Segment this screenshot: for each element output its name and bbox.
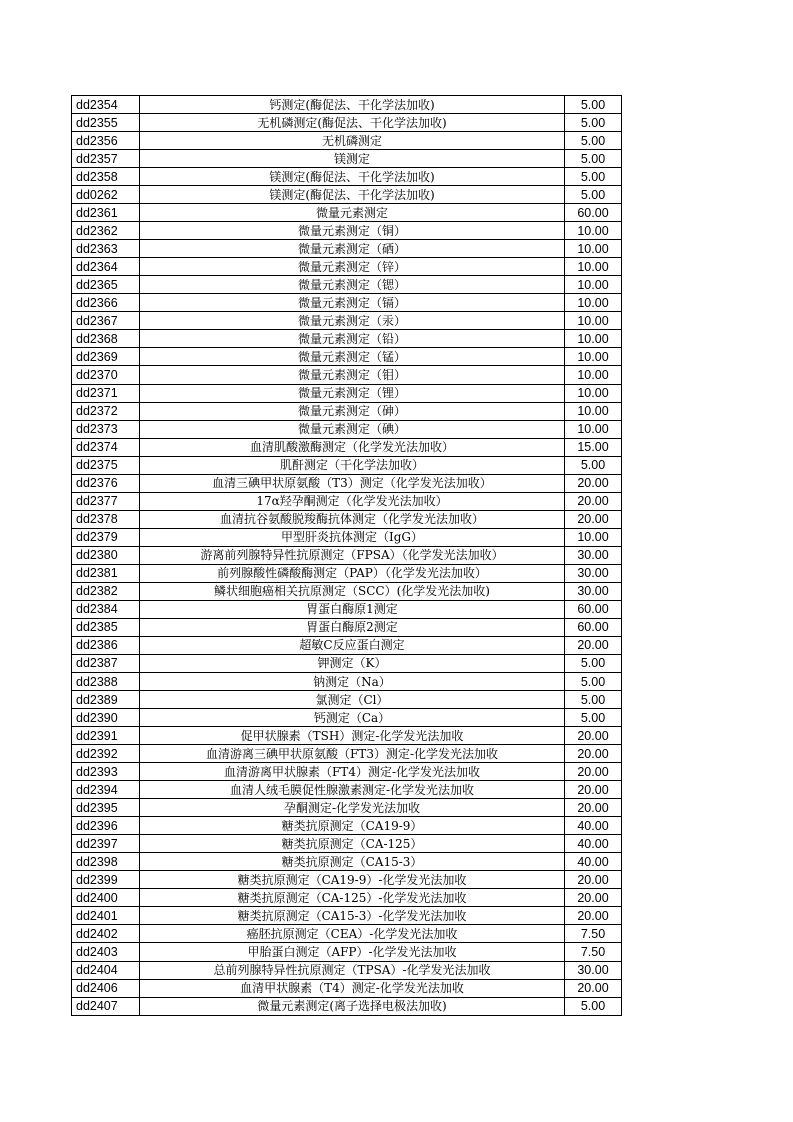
item-code-cell: dd0262 bbox=[72, 186, 140, 204]
item-code-cell: dd2372 bbox=[72, 402, 140, 420]
table-row bbox=[72, 384, 622, 402]
item-name-cell: 甲胎蛋白测定（AFP）-化学发光法加收 bbox=[140, 943, 565, 961]
item-name-cell: 血清人绒毛膜促性腺激素测定-化学发光法加收 bbox=[140, 781, 565, 799]
item-code-cell: dd2388 bbox=[72, 673, 140, 691]
table-row bbox=[72, 582, 622, 600]
item-price-cell: 10.00 bbox=[565, 330, 622, 348]
item-name-cell: 无机磷测定(酶促法、干化学法加收) bbox=[140, 114, 565, 132]
table-row bbox=[72, 456, 622, 474]
item-code-cell: dd2369 bbox=[72, 348, 140, 366]
item-price-cell: 20.00 bbox=[565, 636, 622, 654]
table-row bbox=[72, 979, 622, 997]
item-name-cell: 微量元素测定（钼） bbox=[140, 366, 565, 384]
table-row bbox=[72, 564, 622, 582]
item-name-cell: 糖类抗原测定（CA-125）-化学发光法加收 bbox=[140, 889, 565, 907]
table-row bbox=[72, 474, 622, 492]
item-price-cell: 10.00 bbox=[565, 258, 622, 276]
table-row bbox=[72, 168, 622, 186]
item-price-cell: 5.00 bbox=[565, 654, 622, 672]
item-code-cell: dd2392 bbox=[72, 745, 140, 763]
item-name-cell: 钠测定（Na） bbox=[140, 673, 565, 691]
table-row bbox=[72, 961, 622, 979]
item-name-cell: 糖类抗原测定（CA-125） bbox=[140, 835, 565, 853]
item-name-cell: 氯测定（Cl） bbox=[140, 691, 565, 709]
table-row bbox=[72, 997, 622, 1015]
item-code-cell: dd2394 bbox=[72, 781, 140, 799]
item-name-cell: 微量元素测定（锶） bbox=[140, 276, 565, 294]
item-price-cell: 30.00 bbox=[565, 961, 622, 979]
item-price-cell: 40.00 bbox=[565, 853, 622, 871]
item-price-cell: 20.00 bbox=[565, 727, 622, 745]
item-code-cell: dd2356 bbox=[72, 132, 140, 150]
item-name-cell: 微量元素测定 bbox=[140, 204, 565, 222]
table-row bbox=[72, 150, 622, 168]
item-price-cell: 5.00 bbox=[565, 150, 622, 168]
item-name-cell: 血清游离甲状腺素（FT4）测定-化学发光法加收 bbox=[140, 763, 565, 781]
item-price-cell: 5.00 bbox=[565, 96, 622, 114]
table-row bbox=[72, 312, 622, 330]
item-code-cell: dd2375 bbox=[72, 456, 140, 474]
table-row bbox=[72, 871, 622, 889]
item-name-cell: 促甲状腺素（TSH）测定-化学发光法加收 bbox=[140, 727, 565, 745]
item-code-cell: dd2374 bbox=[72, 438, 140, 456]
item-code-cell: dd2386 bbox=[72, 636, 140, 654]
item-price-cell: 10.00 bbox=[565, 312, 622, 330]
item-price-cell: 10.00 bbox=[565, 276, 622, 294]
table-row bbox=[72, 799, 622, 817]
table-row bbox=[72, 528, 622, 546]
item-name-cell: 血清甲状腺素（T4）测定-化学发光法加收 bbox=[140, 979, 565, 997]
item-price-cell: 20.00 bbox=[565, 492, 622, 510]
item-code-cell: dd2378 bbox=[72, 510, 140, 528]
item-code-cell: dd2366 bbox=[72, 294, 140, 312]
item-code-cell: dd2398 bbox=[72, 853, 140, 871]
table-row bbox=[72, 96, 622, 114]
table-row bbox=[72, 366, 622, 384]
item-code-cell: dd2399 bbox=[72, 871, 140, 889]
item-code-cell: dd2358 bbox=[72, 168, 140, 186]
table-row bbox=[72, 907, 622, 925]
table-row bbox=[72, 618, 622, 636]
table-row bbox=[72, 330, 622, 348]
item-name-cell: 鳞状细胞癌相关抗原测定（SCC）(化学发光法加收) bbox=[140, 582, 565, 600]
table-row bbox=[72, 294, 622, 312]
item-code-cell: dd2379 bbox=[72, 528, 140, 546]
item-name-cell: 微量元素测定（锌） bbox=[140, 258, 565, 276]
table-row bbox=[72, 258, 622, 276]
item-code-cell: dd2354 bbox=[72, 96, 140, 114]
item-code-cell: dd2397 bbox=[72, 835, 140, 853]
item-name-cell: 微量元素测定（铅） bbox=[140, 330, 565, 348]
item-code-cell: dd2380 bbox=[72, 546, 140, 564]
item-name-cell: 微量元素测定（镉） bbox=[140, 294, 565, 312]
table-row bbox=[72, 276, 622, 294]
table-row bbox=[72, 654, 622, 672]
item-code-cell: dd2363 bbox=[72, 240, 140, 258]
table-row bbox=[72, 636, 622, 654]
item-price-cell: 40.00 bbox=[565, 835, 622, 853]
item-code-cell: dd2371 bbox=[72, 384, 140, 402]
item-code-cell: dd2385 bbox=[72, 618, 140, 636]
item-name-cell: 甲型肝炎抗体测定（IgG） bbox=[140, 528, 565, 546]
item-name-cell: 镁测定 bbox=[140, 150, 565, 168]
item-code-cell: dd2395 bbox=[72, 799, 140, 817]
item-code-cell: dd2382 bbox=[72, 582, 140, 600]
item-code-cell: dd2404 bbox=[72, 961, 140, 979]
item-price-cell: 5.00 bbox=[565, 456, 622, 474]
item-name-cell: 镁测定(酶促法、干化学法加收) bbox=[140, 168, 565, 186]
table-row bbox=[72, 853, 622, 871]
item-price-cell: 5.00 bbox=[565, 691, 622, 709]
item-price-cell: 30.00 bbox=[565, 546, 622, 564]
item-code-cell: dd2377 bbox=[72, 492, 140, 510]
item-name-cell: 血清肌酸激酶测定（化学发光法加收） bbox=[140, 438, 565, 456]
item-price-cell: 20.00 bbox=[565, 799, 622, 817]
item-name-cell: 钙测定(酶促法、干化学法加收) bbox=[140, 96, 565, 114]
table-row bbox=[72, 402, 622, 420]
table-row bbox=[72, 492, 622, 510]
item-code-cell: dd2384 bbox=[72, 600, 140, 618]
item-name-cell: 游离前列腺特异性抗原测定（FPSA）（化学发光法加收） bbox=[140, 546, 565, 564]
item-price-cell: 10.00 bbox=[565, 384, 622, 402]
table-row bbox=[72, 763, 622, 781]
item-code-cell: dd2357 bbox=[72, 150, 140, 168]
item-name-cell: 肌酐测定（干化学法加收） bbox=[140, 456, 565, 474]
item-name-cell: 超敏C反应蛋白测定 bbox=[140, 636, 565, 654]
price-table bbox=[71, 95, 622, 1016]
item-code-cell: dd2391 bbox=[72, 727, 140, 745]
item-price-cell: 5.00 bbox=[565, 709, 622, 727]
table-row bbox=[72, 727, 622, 745]
item-name-cell: 胃蛋白酶原1测定 bbox=[140, 600, 565, 618]
item-code-cell: dd2367 bbox=[72, 312, 140, 330]
table-row bbox=[72, 781, 622, 799]
item-price-cell: 5.00 bbox=[565, 168, 622, 186]
item-price-cell: 40.00 bbox=[565, 817, 622, 835]
item-name-cell: 微量元素测定（锰） bbox=[140, 348, 565, 366]
item-name-cell: 微量元素测定（汞） bbox=[140, 312, 565, 330]
item-code-cell: dd2387 bbox=[72, 654, 140, 672]
item-code-cell: dd2376 bbox=[72, 474, 140, 492]
item-price-cell: 60.00 bbox=[565, 204, 622, 222]
item-price-cell: 10.00 bbox=[565, 222, 622, 240]
item-name-cell: 糖类抗原测定（CA19-9）-化学发光法加收 bbox=[140, 871, 565, 889]
item-code-cell: dd2355 bbox=[72, 114, 140, 132]
item-name-cell: 微量元素测定（铜） bbox=[140, 222, 565, 240]
item-name-cell: 微量元素测定（碘） bbox=[140, 420, 565, 438]
item-price-cell: 10.00 bbox=[565, 240, 622, 258]
table-row bbox=[72, 925, 622, 943]
item-code-cell: dd2401 bbox=[72, 907, 140, 925]
item-code-cell: dd2364 bbox=[72, 258, 140, 276]
item-code-cell: dd2389 bbox=[72, 691, 140, 709]
item-code-cell: dd2402 bbox=[72, 925, 140, 943]
item-name-cell: 前列腺酸性磷酸酶测定（PAP）（化学发光法加收） bbox=[140, 564, 565, 582]
item-price-cell: 30.00 bbox=[565, 564, 622, 582]
item-price-cell: 10.00 bbox=[565, 294, 622, 312]
table-row bbox=[72, 673, 622, 691]
table-row bbox=[72, 186, 622, 204]
item-price-cell: 5.00 bbox=[565, 997, 622, 1015]
item-name-cell: 糖类抗原测定（CA19-9） bbox=[140, 817, 565, 835]
item-name-cell: 17α羟孕酮测定（化学发光法加收） bbox=[140, 492, 565, 510]
table-row bbox=[72, 889, 622, 907]
item-name-cell: 血清游离三碘甲状原氨酸（FT3）测定-化学发光法加收 bbox=[140, 745, 565, 763]
item-code-cell: dd2361 bbox=[72, 204, 140, 222]
item-price-cell: 10.00 bbox=[565, 402, 622, 420]
item-price-cell: 5.00 bbox=[565, 114, 622, 132]
item-code-cell: dd2362 bbox=[72, 222, 140, 240]
item-name-cell: 血清抗谷氨酸脱羧酶抗体测定（化学发光法加收） bbox=[140, 510, 565, 528]
item-price-cell: 7.50 bbox=[565, 943, 622, 961]
table-row bbox=[72, 438, 622, 456]
item-price-cell: 5.00 bbox=[565, 186, 622, 204]
item-price-cell: 20.00 bbox=[565, 889, 622, 907]
item-code-cell: dd2400 bbox=[72, 889, 140, 907]
item-price-cell: 5.00 bbox=[565, 673, 622, 691]
table-row bbox=[72, 546, 622, 564]
item-name-cell: 无机磷测定 bbox=[140, 132, 565, 150]
item-price-cell: 20.00 bbox=[565, 474, 622, 492]
table-row bbox=[72, 348, 622, 366]
item-name-cell: 微量元素测定（砷） bbox=[140, 402, 565, 420]
table-row bbox=[72, 835, 622, 853]
item-name-cell: 糖类抗原测定（CA15-3） bbox=[140, 853, 565, 871]
item-code-cell: dd2393 bbox=[72, 763, 140, 781]
item-name-cell: 钙测定（Ca） bbox=[140, 709, 565, 727]
item-price-cell: 20.00 bbox=[565, 979, 622, 997]
table-row bbox=[72, 745, 622, 763]
item-name-cell: 糖类抗原测定（CA15-3）-化学发光法加收 bbox=[140, 907, 565, 925]
item-code-cell: dd2390 bbox=[72, 709, 140, 727]
item-price-cell: 20.00 bbox=[565, 871, 622, 889]
item-name-cell: 钾测定（K） bbox=[140, 654, 565, 672]
item-price-cell: 30.00 bbox=[565, 582, 622, 600]
table-row bbox=[72, 114, 622, 132]
table-row bbox=[72, 240, 622, 258]
table-row bbox=[72, 709, 622, 727]
item-price-cell: 7.50 bbox=[565, 925, 622, 943]
table-row bbox=[72, 204, 622, 222]
item-name-cell: 癌胚抗原测定（CEA）-化学发光法加收 bbox=[140, 925, 565, 943]
item-code-cell: dd2406 bbox=[72, 979, 140, 997]
table-row bbox=[72, 222, 622, 240]
item-code-cell: dd2368 bbox=[72, 330, 140, 348]
item-name-cell: 微量元素测定（硒） bbox=[140, 240, 565, 258]
item-name-cell: 孕酮测定-化学发光法加收 bbox=[140, 799, 565, 817]
table-row bbox=[72, 510, 622, 528]
item-code-cell: dd2407 bbox=[72, 997, 140, 1015]
item-name-cell: 镁测定(酶促法、干化学法加收) bbox=[140, 186, 565, 204]
item-code-cell: dd2396 bbox=[72, 817, 140, 835]
item-price-cell: 10.00 bbox=[565, 366, 622, 384]
item-code-cell: dd2381 bbox=[72, 564, 140, 582]
item-price-cell: 60.00 bbox=[565, 600, 622, 618]
item-name-cell: 血清三碘甲状原氨酸（T3）测定（化学发光法加收） bbox=[140, 474, 565, 492]
table-row bbox=[72, 600, 622, 618]
item-name-cell: 微量元素测定（锂） bbox=[140, 384, 565, 402]
item-price-cell: 20.00 bbox=[565, 763, 622, 781]
item-price-cell: 15.00 bbox=[565, 438, 622, 456]
item-price-cell: 10.00 bbox=[565, 420, 622, 438]
item-code-cell: dd2365 bbox=[72, 276, 140, 294]
item-code-cell: dd2370 bbox=[72, 366, 140, 384]
price-table-body bbox=[72, 96, 622, 1016]
item-price-cell: 20.00 bbox=[565, 781, 622, 799]
item-price-cell: 20.00 bbox=[565, 907, 622, 925]
item-price-cell: 20.00 bbox=[565, 745, 622, 763]
item-price-cell: 10.00 bbox=[565, 348, 622, 366]
item-name-cell: 总前列腺特异性抗原测定（TPSA）-化学发光法加收 bbox=[140, 961, 565, 979]
table-row bbox=[72, 132, 622, 150]
item-price-cell: 5.00 bbox=[565, 132, 622, 150]
table-row bbox=[72, 420, 622, 438]
item-price-cell: 10.00 bbox=[565, 528, 622, 546]
item-code-cell: dd2403 bbox=[72, 943, 140, 961]
item-price-cell: 60.00 bbox=[565, 618, 622, 636]
item-name-cell: 胃蛋白酶原2测定 bbox=[140, 618, 565, 636]
item-name-cell: 微量元素测定(离子选择电极法加收) bbox=[140, 997, 565, 1015]
item-price-cell: 20.00 bbox=[565, 510, 622, 528]
table-row bbox=[72, 943, 622, 961]
table-row bbox=[72, 691, 622, 709]
table-row bbox=[72, 817, 622, 835]
item-code-cell: dd2373 bbox=[72, 420, 140, 438]
